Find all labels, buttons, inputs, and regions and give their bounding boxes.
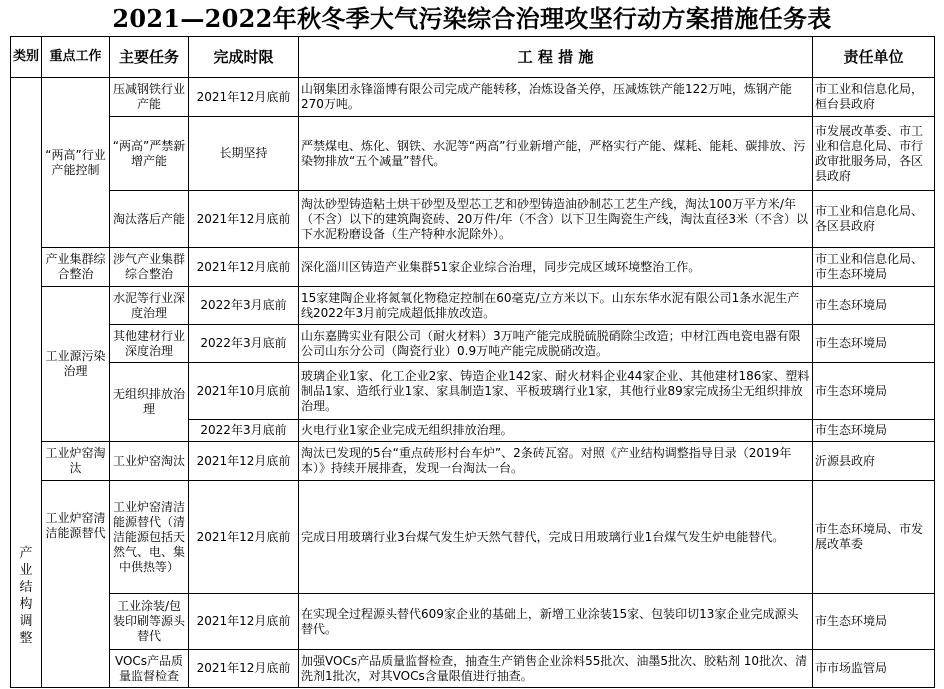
deadline-cell: 2021年12月底前 bbox=[189, 248, 299, 287]
deadline-cell: 2022年3月底前 bbox=[189, 420, 299, 442]
table-row bbox=[11, 248, 935, 287]
responsible-cell: 市生态环境局 bbox=[813, 325, 935, 363]
table-row bbox=[11, 650, 935, 688]
measure-cell: 15家建陶企业将氮氧化物稳定控制在60毫克/立方米以下。山东东华水泥有限公司1条水泥生产线2022年3月前完成超低排放改造。 bbox=[299, 287, 813, 325]
deadline-cell: 2021年12月底前 bbox=[189, 78, 299, 117]
measure-cell: 严禁煤电、炼化、钢铁、水泥等“两高”行业新增产能，严格实行产能、煤耗、能耗、碳排放、污染物排放“五个减量”替代。 bbox=[299, 117, 813, 191]
table-row bbox=[11, 191, 935, 248]
measure-cell: 加强VOCs产品质量监督检查，抽查生产销售企业涂料55批次、油墨5批次、胶粘剂 10批次、清洗剂1批次，对其VOCs含量限值进行抽查。 bbox=[299, 650, 813, 688]
deadline-cell: 2022年3月底前 bbox=[189, 325, 299, 363]
deadline-cell: 长期坚持 bbox=[189, 117, 299, 191]
measure-cell: 火电行业1家企业完成无组织排放治理。 bbox=[299, 420, 813, 442]
table-row bbox=[11, 594, 935, 650]
key-work-cell: “两高”行业产能控制 bbox=[42, 78, 110, 248]
key-work-cell: 工业炉窑淘汰 bbox=[42, 442, 110, 481]
responsible-cell: 市生态环境局 bbox=[813, 363, 935, 420]
responsible-cell: 市工业和信息化局、市生态环境局 bbox=[813, 248, 935, 287]
category-label: 产 业 结 构 调 整 bbox=[19, 546, 33, 646]
deadline-cell: 2021年12月底前 bbox=[189, 442, 299, 481]
measure-cell: 淘汰已发现的5台“重点砖形村台车炉”、2条砖瓦窑。对照《产业结构调整指导目录（2019年本）》持续开展排查，发现一台淘汰一台。 bbox=[299, 442, 813, 481]
key-work-cell: 工业炉窑清洁能源替代 bbox=[42, 481, 110, 688]
main-task-cell: VOCs产品质量监督检查 bbox=[110, 650, 189, 688]
measure-cell: 深化淄川区铸造产业集群51家企业综合治理，同步完成区域环境整治工作。 bbox=[299, 248, 813, 287]
header-key-work: 重点工作 bbox=[42, 37, 110, 78]
deadline-cell: 2021年12月底前 bbox=[189, 191, 299, 248]
deadline-cell: 2021年12月底前 bbox=[189, 481, 299, 594]
key-work-cell: 产业集群综合整治 bbox=[42, 248, 110, 287]
header-responsible: 责任单位 bbox=[813, 37, 935, 78]
task-table bbox=[10, 36, 935, 688]
table-row bbox=[11, 287, 935, 325]
table-row bbox=[11, 363, 935, 420]
table-row bbox=[11, 78, 935, 117]
main-task-cell: 涉气产业集群综合整治 bbox=[110, 248, 189, 287]
header-category: 类别 bbox=[11, 37, 42, 78]
main-task-cell: 水泥等行业深度治理 bbox=[110, 287, 189, 325]
measure-cell: 淘汰砂型铸造粘土烘干砂型及型芯工艺和砂型铸造油砂制芯工艺生产线，淘汰100万平方米/年（不含）以下的建筑陶瓷砖、20万件/年（不含）以下卫生陶瓷生产线，淘汰直径3米（不含）以下水泥粉磨设备（生产特种水泥除外）。 bbox=[299, 191, 813, 248]
responsible-cell: 市生态环境局、市发展改革委 bbox=[813, 481, 935, 594]
responsible-cell: 市生态环境局 bbox=[813, 287, 935, 325]
main-task-cell: “两高”严禁新增产能 bbox=[110, 117, 189, 191]
key-work-cell: 工业源污染治理 bbox=[42, 287, 110, 442]
main-task-cell: 工业炉窑清洁能源替代（清洁能源包括天然气、电、集中供热等） bbox=[110, 481, 189, 594]
responsible-cell: 市市场监管局 bbox=[813, 650, 935, 688]
responsible-cell: 市工业和信息化局、各区县政府 bbox=[813, 191, 935, 248]
deadline-cell: 2021年12月底前 bbox=[189, 594, 299, 650]
main-task-cell: 压减钢铁行业产能 bbox=[110, 78, 189, 117]
category-cell bbox=[11, 78, 42, 688]
responsible-cell: 沂源县政府 bbox=[813, 442, 935, 481]
measure-cell: 山东嘉腾实业有限公司（耐火材料）3万吨产能完成脱硫脱硝除尘改造；中材江西电瓷电器有限公司山东分公司（陶瓷行业）0.9万吨产能完成脱硝改造。 bbox=[299, 325, 813, 363]
document-title: 2021—2022年秋冬季大气污染综合治理攻坚行动方案措施任务表 bbox=[112, 4, 832, 33]
measure-cell: 玻璃企业1家、化工企业2家、铸造企业142家、耐火材料企业44家企业、其他建材186家、塑料制品1家、造纸行业1家、家具制造1家、平板玻璃行业1家，其他行业89家完成扬尘无组织排放治理。 bbox=[299, 363, 813, 420]
header-deadline: 完成时限 bbox=[189, 37, 299, 78]
main-task-cell: 其他建材行业深度治理 bbox=[110, 325, 189, 363]
responsible-cell: 市生态环境局 bbox=[813, 420, 935, 442]
responsible-cell: 市工业和信息化局，桓台县政府 bbox=[813, 78, 935, 117]
main-task-cell: 无组织排放治理 bbox=[110, 363, 189, 442]
responsible-cell: 市发展改革委、市工业和信息化局、市行政审批服务局，各区县政府 bbox=[813, 117, 935, 191]
main-task-cell: 工业涂装/包装印刷等源头替代 bbox=[110, 594, 189, 650]
main-task-cell: 工业炉窑淘汰 bbox=[110, 442, 189, 481]
deadline-cell: 2021年12月底前 bbox=[189, 650, 299, 688]
deadline-cell: 2022年3月底前 bbox=[189, 287, 299, 325]
measure-cell: 在实现全过程源头替代609家企业的基础上，新增工业涂装15家、包装印切13家企业完成源头替代。 bbox=[299, 594, 813, 650]
header-measures: 工 程 措 施 bbox=[299, 37, 813, 78]
responsible-cell: 市生态环境局 bbox=[813, 594, 935, 650]
measure-cell: 完成日用玻璃行业3台煤气发生炉天然气替代，完成日用玻璃行业1台煤气发生炉电能替代。 bbox=[299, 481, 813, 594]
table-row bbox=[11, 442, 935, 481]
table-row bbox=[11, 481, 935, 594]
main-task-cell: 淘汰落后产能 bbox=[110, 191, 189, 248]
header-main-task: 主要任务 bbox=[110, 37, 189, 78]
table-row bbox=[11, 325, 935, 363]
deadline-cell: 2021年10月底前 bbox=[189, 363, 299, 420]
measure-cell: 山钢集团永锋淄博有限公司完成产能转移，冶炼设备关停，压减炼铁产能122万吨，炼钢产能270万吨。 bbox=[299, 78, 813, 117]
header-row bbox=[11, 37, 935, 78]
table-row bbox=[11, 117, 935, 191]
